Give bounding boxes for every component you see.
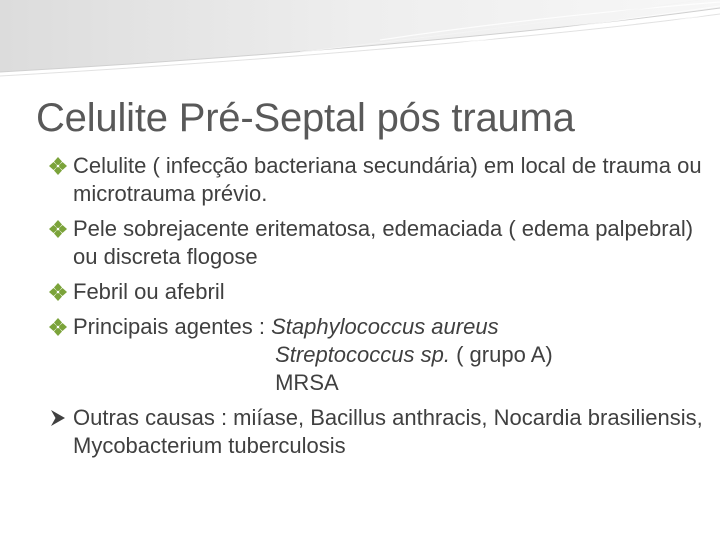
bullet-text: Pele sobrejacente eritematosa, edemaciada ( edema palpebral) ou discreta flogose [73,216,694,269]
diamond-four-leaf-icon [48,280,68,304]
bullet-text: Outras causas : miíase, Bacillus anthracis, Nocardia brasiliensis, Mycobacterium tuberculosis [73,405,703,458]
diamond-four-leaf-icon [48,315,68,339]
bullet-item-agents [48,313,708,397]
agent-staphylococcus: Staphylococcus aureus [271,314,499,339]
bullet-text: Febril ou afebril [73,279,225,304]
diamond-four-leaf-icon [48,154,68,178]
diamond-four-leaf-icon [48,217,68,241]
agent-streptococcus-group: ( grupo A) [449,342,553,367]
agents-label: Principais agentes : [73,314,272,339]
bullet-text: Celulite ( infecção bacteriana secundária) em local de trauma ou microtrauma prévio. [73,153,702,206]
agent-streptococcus-name: Streptococcus sp. [275,342,450,367]
arrowhead-bullet-icon [48,406,68,430]
agent-streptococcus [271,341,553,369]
bullet-item [48,215,708,271]
bullet-item-other-causes [48,404,708,460]
slide-title: Celulite Pré-Septal pós trauma [36,96,575,140]
decorative-top-band [0,0,720,80]
bullet-list [48,152,708,467]
bullet-item [48,152,708,208]
agents-list [271,313,553,397]
bullet-item [48,278,708,306]
agent-mrsa: MRSA [275,370,339,395]
